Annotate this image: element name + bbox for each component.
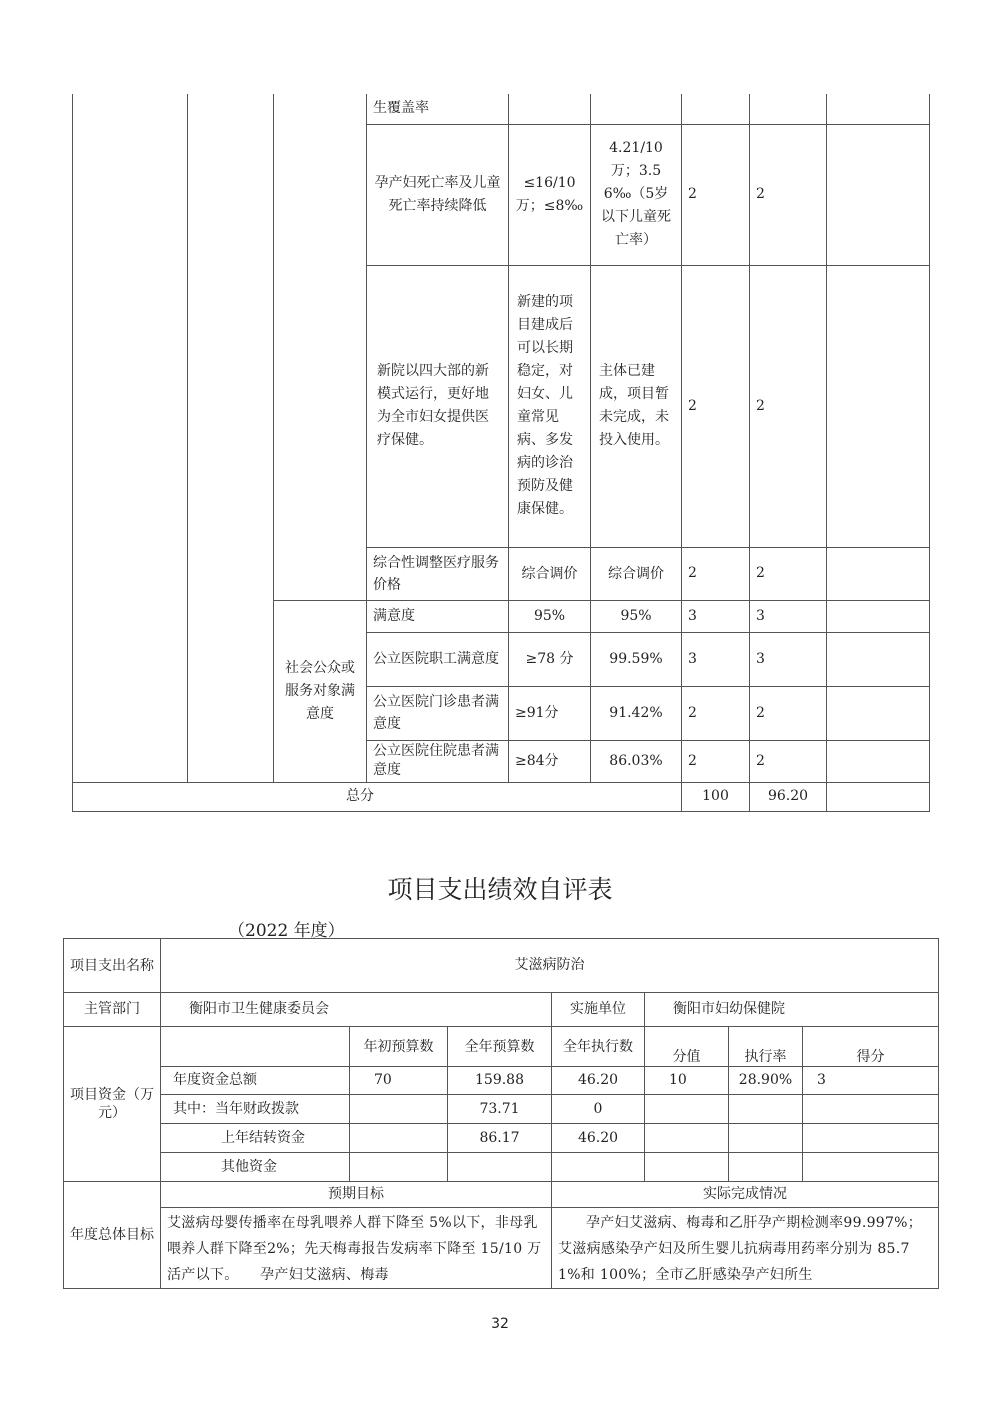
impl-value: 衡阳市妇幼保健院 xyxy=(645,993,939,1027)
note-cell xyxy=(827,740,930,782)
funds-score xyxy=(803,1153,939,1182)
score-cell xyxy=(750,94,827,124)
note-cell xyxy=(827,265,930,547)
funds-label: 项目资金（万元） xyxy=(64,1027,161,1182)
score-cell: 2 xyxy=(750,124,827,265)
level3-cell xyxy=(274,94,367,600)
funds-initial xyxy=(350,1124,448,1153)
indicator-cell: 综合性调整医疗服务价格 xyxy=(367,547,509,600)
impl-label: 实施单位 xyxy=(552,993,645,1027)
note-cell xyxy=(827,547,930,600)
score-cell: 2 xyxy=(750,686,827,740)
score-cell: 2 xyxy=(750,547,827,600)
funds-annual: 86.17 xyxy=(448,1124,552,1153)
funds-executed: 0 xyxy=(552,1095,645,1124)
header-score: 得分 xyxy=(803,1027,939,1067)
funds-row-label: 年度资金总额 xyxy=(161,1067,350,1095)
funds-executed: 46.20 xyxy=(552,1124,645,1153)
funds-row-label: 其他资金 xyxy=(161,1153,350,1182)
weight-cell: 2 xyxy=(682,547,750,600)
funds-weight xyxy=(645,1124,729,1153)
weight-cell: 3 xyxy=(682,632,750,686)
target-cell: 95% xyxy=(509,600,591,632)
total-label: 总分 xyxy=(73,782,682,811)
indicator-cell: 生覆盖率 xyxy=(367,94,509,124)
indicator-cell: 公立医院门诊患者满意度 xyxy=(367,686,509,740)
expected-text: 艾滋病母婴传播率在母乳喂养人群下降至 5%以下，非母乳喂养人群下降至2%；先天梅毒报告发病率下降至 15/10 万活产以下。 孕产妇艾滋病、梅毒 xyxy=(161,1208,552,1289)
funds-weight: 10 xyxy=(645,1067,729,1095)
header-weight: 分值 xyxy=(645,1027,729,1067)
actual-cell xyxy=(591,94,682,124)
page-title: 项目支出绩效自评表 xyxy=(387,875,613,904)
score-cell: 2 xyxy=(750,265,827,547)
funds-rate xyxy=(729,1124,803,1153)
note-cell xyxy=(827,94,930,124)
funds-initial: 70 xyxy=(350,1067,448,1095)
goal-label: 年度总体目标 xyxy=(64,1182,161,1289)
actual-cell: 4.21/10万；3.56‰（5岁以下儿童死亡率） xyxy=(591,124,682,265)
expected-label: 预期目标 xyxy=(161,1182,552,1208)
score-cell: 3 xyxy=(750,632,827,686)
weight-cell: 2 xyxy=(682,124,750,265)
note-cell xyxy=(827,124,930,265)
note-cell xyxy=(827,632,930,686)
header-initial: 年初预算数 xyxy=(350,1027,448,1067)
note-cell xyxy=(827,600,930,632)
note-cell xyxy=(827,686,930,740)
weight-cell: 3 xyxy=(682,600,750,632)
actual-cell: 95% xyxy=(591,600,682,632)
project-name: 艾滋病防治 xyxy=(161,939,939,993)
funds-score xyxy=(803,1095,939,1124)
level1-cell xyxy=(73,94,188,782)
project-self-evaluation-table xyxy=(63,938,939,1289)
target-cell xyxy=(509,94,591,124)
actual-cell: 综合调价 xyxy=(591,547,682,600)
total-note xyxy=(827,782,930,811)
funds-executed xyxy=(552,1153,645,1182)
actual-cell: 99.59% xyxy=(591,632,682,686)
target-cell: 综合调价 xyxy=(509,547,591,600)
weight-cell: 2 xyxy=(682,686,750,740)
funds-executed: 46.20 xyxy=(552,1067,645,1095)
indicator-cell: 新院以四大部的新模式运行，更好地为全市妇女提供医疗保健。 xyxy=(367,265,509,547)
project-name-label: 项目支出名称 xyxy=(64,939,161,993)
funds-rate: 28.90% xyxy=(729,1067,803,1095)
funds-score xyxy=(803,1124,939,1153)
target-cell: ≥91分 xyxy=(509,686,591,740)
weight-cell xyxy=(682,94,750,124)
header-annual: 全年预算数 xyxy=(448,1027,552,1067)
funds-annual: 159.88 xyxy=(448,1067,552,1095)
dept-label: 主管部门 xyxy=(64,993,161,1027)
year-label: （2022 年度） xyxy=(228,921,345,941)
target-cell: ≥84分 xyxy=(509,740,591,782)
funds-score: 3 xyxy=(803,1067,939,1095)
header-rate: 执行率 xyxy=(729,1027,803,1067)
funds-header-blank xyxy=(161,1027,350,1067)
dept-value: 衡阳市卫生健康委员会 xyxy=(161,993,552,1027)
actual-label: 实际完成情况 xyxy=(552,1182,939,1208)
weight-cell: 2 xyxy=(682,265,750,547)
indicator-cell: 满意度 xyxy=(367,600,509,632)
total-weight: 100 xyxy=(682,782,750,811)
target-cell: ≥78 分 xyxy=(509,632,591,686)
score-cell: 3 xyxy=(750,600,827,632)
level2-cell xyxy=(188,94,274,782)
funds-weight xyxy=(645,1153,729,1182)
funds-initial xyxy=(350,1095,448,1124)
performance-indicator-table xyxy=(72,94,930,812)
actual-cell: 主体已建成，项目暂未完成，未投入使用。 xyxy=(591,265,682,547)
indicator-cell: 公立医院职工满意度 xyxy=(367,632,509,686)
actual-text: 孕产妇艾滋病、梅毒和乙肝孕产期检测率99.997%；艾滋病感染孕产妇及所生婴儿抗病毒用药率分别为 85.71%和 100%；全市乙肝感染孕产妇所生 xyxy=(552,1208,939,1289)
indicator-cell: 孕产妇死亡率及儿童死亡率持续降低 xyxy=(367,124,509,265)
funds-rate xyxy=(729,1153,803,1182)
satisfaction-category-cell: 社会公众或服务对象满意度 xyxy=(274,600,367,782)
total-score: 96.20 xyxy=(750,782,827,811)
header-executed: 全年执行数 xyxy=(552,1027,645,1067)
funds-weight xyxy=(645,1095,729,1124)
funds-row-label: 其中：当年财政拨款 xyxy=(161,1095,350,1124)
funds-annual: 73.71 xyxy=(448,1095,552,1124)
page-number: 32 xyxy=(491,1316,509,1332)
actual-cell: 86.03% xyxy=(591,740,682,782)
funds-row-label: 上年结转资金 xyxy=(161,1124,350,1153)
target-cell: 新建的项目建成后可以长期稳定，对妇女、儿童常见病、多发病的诊治预防及健康保健。 xyxy=(509,265,591,547)
actual-cell: 91.42% xyxy=(591,686,682,740)
indicator-cell: 公立医院住院患者满意度 xyxy=(367,740,509,782)
target-cell: ≤16/10万；≤8‰ xyxy=(509,124,591,265)
weight-cell: 2 xyxy=(682,740,750,782)
funds-annual xyxy=(448,1153,552,1182)
funds-rate xyxy=(729,1095,803,1124)
funds-initial xyxy=(350,1153,448,1182)
score-cell: 2 xyxy=(750,740,827,782)
